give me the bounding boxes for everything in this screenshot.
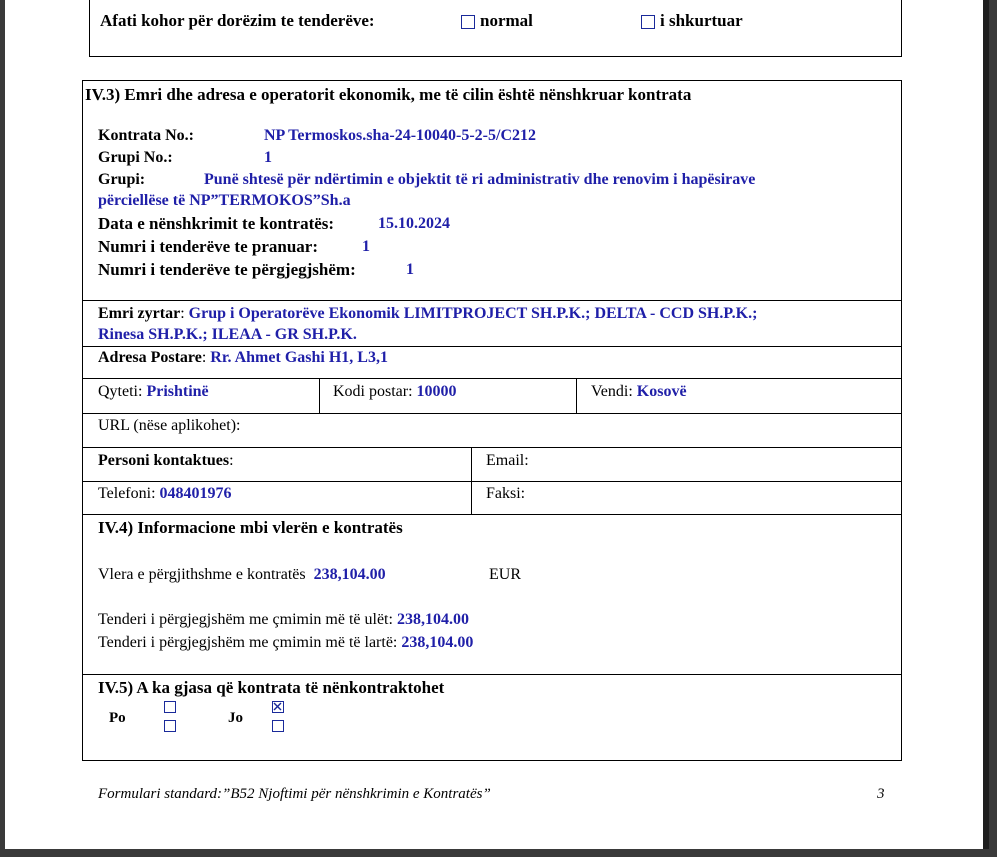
option-normal-label: normal [480, 11, 533, 30]
tenders-responsive-value: 1 [406, 261, 414, 278]
checkbox-short[interactable] [641, 15, 655, 29]
yes-label: Po [109, 710, 126, 726]
no-label: Jo [228, 710, 243, 726]
sign-date-value: 15.10.2024 [378, 215, 450, 232]
country-value: Kosovë [636, 383, 687, 400]
group-label: Grupi: [98, 171, 146, 188]
url-label: URL (nëse aplikohet): [98, 417, 241, 434]
phone-value: 048401976 [159, 485, 232, 502]
phone-label: Telefoni: [98, 485, 156, 502]
contract-no-label: Kontrata No.: [98, 127, 194, 144]
section-iv3-box [82, 80, 902, 761]
viewer-edge [983, 0, 989, 849]
postal-value: 10000 [416, 383, 457, 400]
option-short-label: i shkurtuar [660, 11, 743, 30]
checkbox-no-2[interactable] [272, 720, 284, 732]
contact-row: Personi kontaktues: [98, 452, 234, 469]
address-row: Adresa Postare: Rr. Ahmet Gashi H1, L3,1 [98, 349, 388, 366]
lowest-row [98, 611, 469, 629]
group-no-value: 1 [264, 149, 272, 166]
official-name-row: Emri zyrtar: Grup i Operatorëve Ekonomik LIMITPROJECT SH.P.K.; DELTA - CCD SH.P.K.; [98, 305, 758, 322]
section-iv4-heading: IV.4) Informacione mbi vlerën e kontratës [98, 518, 403, 537]
city-label: Qyteti: [98, 383, 143, 400]
highest-row [98, 634, 473, 652]
section-iv3-heading: IV.3) Emri dhe adresa e operatorit ekonomik, me të cilin është nënshkruar kontrata [85, 85, 692, 104]
deadline-box [89, 0, 902, 57]
country-label: Vendi: [591, 383, 633, 400]
highest-label: Tenderi i përgjegjshëm me çmimin më të lartë: [98, 634, 398, 651]
currency: EUR [489, 566, 521, 583]
tenders-received-label: Numri i tenderëve te pranuar: [98, 237, 319, 256]
email-label: Email: [486, 452, 529, 469]
city-row [98, 383, 209, 401]
official-name-line1: Grup i Operatorëve Ekonomik LIMITPROJECT SH.P.K.; DELTA - CCD SH.P.K.; [188, 305, 758, 322]
address-label: Adresa Postare [98, 349, 202, 366]
checkbox-no-checked[interactable] [272, 701, 284, 713]
checkbox-normal[interactable] [461, 15, 475, 29]
postal-label: Kodi postar: [333, 383, 413, 400]
total-value: 238,104.00 [313, 566, 386, 583]
city-value: Prishtinë [146, 383, 209, 400]
country-row [591, 383, 687, 401]
official-name-line2: Rinesa SH.P.K.; ILEAA - GR SH.P.K. [98, 326, 357, 343]
group-value-line2: përciellëse të NP”TERMOKOS”Sh.a [98, 192, 351, 209]
total-value-row [98, 566, 386, 584]
lowest-value: 238,104.00 [396, 611, 469, 628]
fax-label: Faksi: [486, 485, 526, 502]
phone-row [98, 485, 232, 503]
footer-form-name: Formulari standard:”B52 Njoftimi për nënshkrimin e Kontratës” [98, 786, 491, 802]
checkbox-yes-2[interactable] [164, 720, 176, 732]
document-page [5, 0, 983, 849]
checkbox-yes-1[interactable] [164, 701, 176, 713]
tenders-responsive-label: Numri i tenderëve te përgjegjshëm: [98, 260, 356, 279]
address-value: Rr. Ahmet Gashi H1, L3,1 [210, 349, 388, 366]
contact-label: Personi kontaktues [98, 452, 230, 469]
group-no-label: Grupi No.: [98, 149, 173, 166]
lowest-label: Tenderi i përgjegjshëm me çmimin më të ulët: [98, 611, 393, 628]
footer-page-number: 3 [877, 786, 885, 802]
sign-date-label: Data e nënshkrimit te kontratës: [98, 214, 335, 233]
contract-no-value: NP Termoskos.sha-24-10040-5-2-5/C212 [264, 127, 537, 144]
x-mark-icon [273, 702, 282, 711]
section-iv5-heading: IV.5) A ka gjasa që kontrata të nënkontraktohet [98, 678, 445, 697]
highest-value: 238,104.00 [401, 634, 474, 651]
total-value-label: Vlera e përgjithshme e kontratës [98, 566, 306, 583]
tenders-received-value: 1 [362, 238, 370, 255]
postal-row [333, 383, 457, 401]
deadline-label: Afati kohor për dorëzim te tenderëve: [100, 11, 375, 30]
official-name-label: Emri zyrtar [98, 305, 181, 322]
group-value-line1: Punë shtesë për ndërtimin e objektit të ri administrativ dhe renovim i hapësirave [204, 171, 756, 188]
